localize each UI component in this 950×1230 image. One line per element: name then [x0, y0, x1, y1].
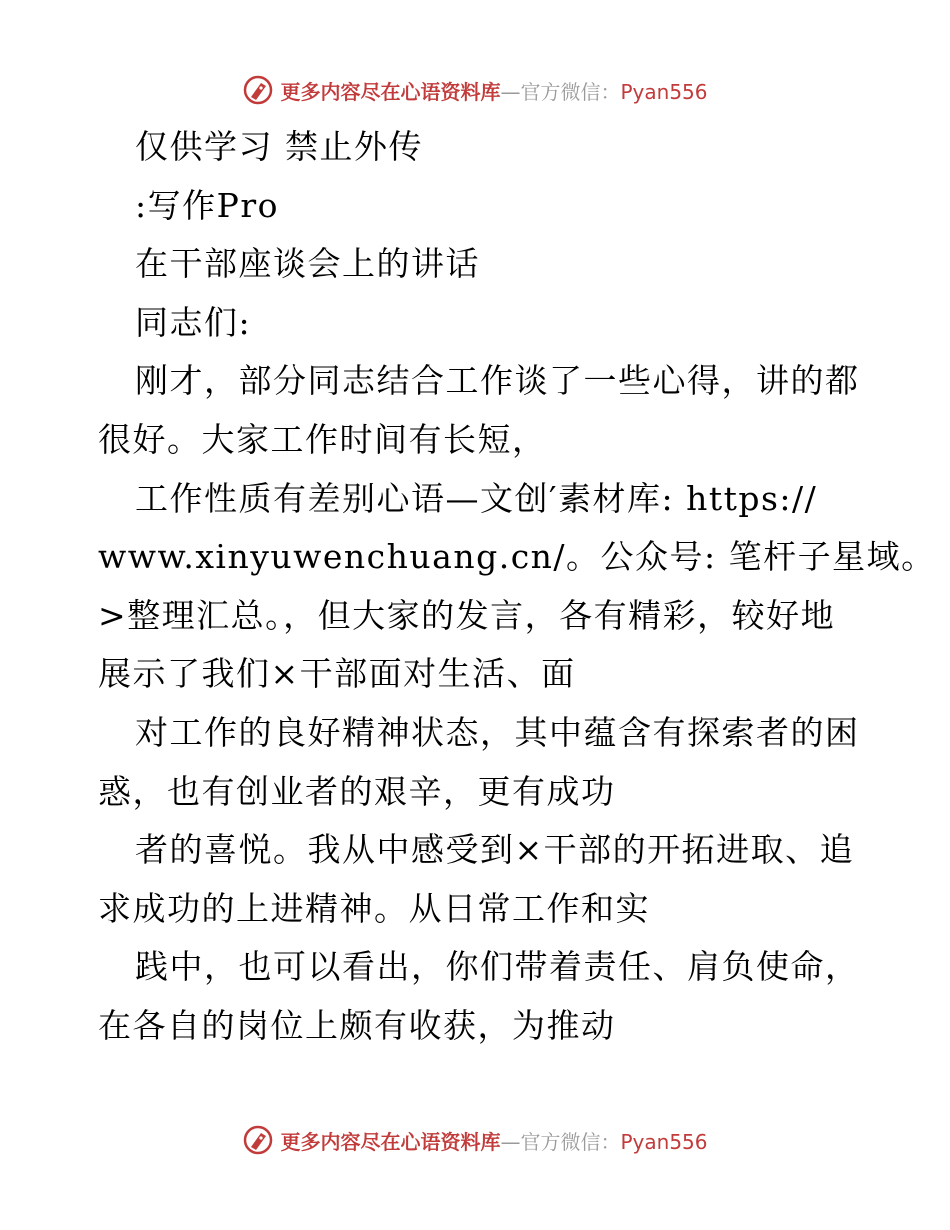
watermark-wechat-id: Pyan556 [620, 1129, 708, 1154]
footer-watermark [0, 1120, 950, 1160]
watermark-separator-text: —官方微信： [500, 79, 621, 104]
header-watermark [0, 70, 950, 110]
doc-line: :写作Pro [135, 185, 279, 225]
doc-line: 对工作的良好精神状态，其中蕴含有探索者的困 [135, 712, 860, 752]
watermark-main-text: 更多内容尽在心语资料库 [280, 1129, 501, 1154]
pen-nib-circle-icon [242, 1124, 274, 1156]
doc-line: 惑，也有创业者的艰辛，更有成功 [98, 771, 616, 811]
doc-salutation: 同志们: [135, 302, 252, 342]
doc-line: 展示了我们×干部面对生活、面 [98, 654, 576, 694]
watermark-main-text: 更多内容尽在心语资料库 [280, 79, 501, 104]
doc-line: 求成功的上进精神。从日常工作和实 [98, 888, 650, 928]
doc-line: >整理汇总。，但大家的发言，各有精彩，较好地 [98, 595, 836, 635]
doc-line: 刚才，部分同志结合工作谈了一些心得，讲的都 [135, 361, 860, 401]
doc-line: 践中，也可以看出，你们带着责任、肩负使命， [135, 947, 860, 987]
doc-line: 工作性质有差别心语—文创′素材库: https:// [135, 478, 818, 518]
doc-title: 在干部座谈会上的讲话 [135, 244, 480, 284]
watermark-wechat-id: Pyan556 [620, 79, 708, 104]
pen-nib-circle-icon [242, 74, 274, 106]
doc-line: 很好。大家工作时间有长短， [98, 419, 547, 459]
watermark-separator-text: —官方微信： [500, 1129, 621, 1154]
doc-line: 仅供学习 禁止外传 [135, 127, 423, 166]
doc-line: www.xinyuwenchuang.cn/。公众号: 笔杆子星域。 [98, 537, 936, 577]
doc-line: 在各自的岗位上颇有收获，为推动 [98, 1005, 616, 1045]
doc-line: 者的喜悦。我从中感受到×干部的开拓进取、追 [135, 830, 855, 870]
document-body [98, 118, 936, 1056]
